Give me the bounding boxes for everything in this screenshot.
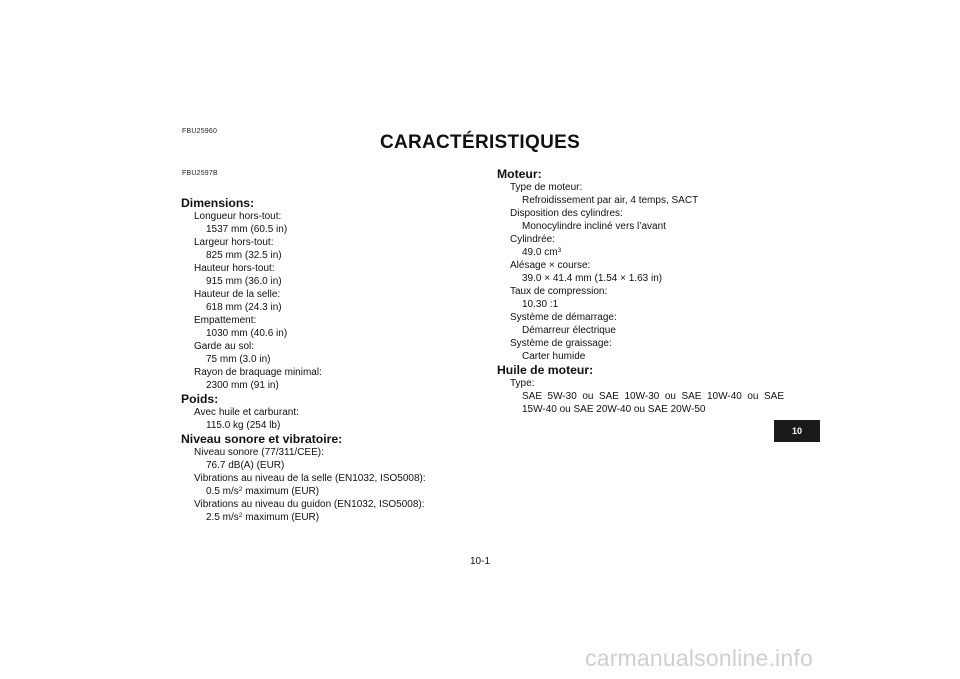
spec-value: 10.30 :1 xyxy=(522,299,559,310)
spec-label: Alésage × course: xyxy=(510,260,591,271)
weight-heading: Poids: xyxy=(181,392,219,406)
spec-label: Type de moteur: xyxy=(510,182,583,193)
spec-value-suffix: maximum (EUR) xyxy=(242,512,320,523)
spec-item xyxy=(181,498,471,524)
spec-item xyxy=(181,262,471,288)
spec-label: Avec huile et carburant: xyxy=(194,407,299,418)
spec-label: Système de démarrage: xyxy=(510,312,617,323)
spec-value: Monocylindre incliné vers l’avant xyxy=(522,221,666,232)
spec-value-suffix: maximum (EUR) xyxy=(242,486,320,497)
spec-value: 75 mm (3.0 in) xyxy=(206,354,271,365)
spec-item xyxy=(497,207,797,233)
dimensions-heading: Dimensions: xyxy=(181,196,255,210)
spec-label: Vibrations au niveau de la selle (EN1032, ISO5008): xyxy=(194,473,426,484)
spec-item xyxy=(181,340,471,366)
spec-label: Niveau sonore (77/311/CEE): xyxy=(194,447,324,458)
spec-label: Empattement: xyxy=(194,315,257,326)
spec-value xyxy=(510,246,797,259)
spec-label: Disposition des cylindres: xyxy=(510,208,623,219)
spec-label: Vibrations au niveau du guidon (EN1032, ISO5008): xyxy=(194,499,425,510)
noise-vibration-heading: Niveau sonore et vibratoire: xyxy=(181,432,343,446)
watermark: carmanualsonline.info xyxy=(585,645,813,671)
spec-label: Hauteur de la selle: xyxy=(194,289,281,300)
engine-oil-heading: Huile de moteur: xyxy=(497,363,594,377)
right-column xyxy=(497,167,797,416)
page-number: 10-1 xyxy=(469,556,490,567)
spec-value-exponent: 2 xyxy=(238,486,243,493)
spec-value: 39.0 × 41.4 mm (1.54 × 1.63 in) xyxy=(522,273,663,284)
reference-code-top: FBU25960 xyxy=(182,128,218,135)
spec-item xyxy=(497,311,797,337)
spec-item xyxy=(181,210,471,236)
spec-value-main: 0.5 m/s xyxy=(206,486,239,497)
reference-code-left: FBU2597B xyxy=(182,170,218,177)
spec-item xyxy=(497,181,797,207)
spec-value: Carter humide xyxy=(522,351,586,362)
spec-label: Garde au sol: xyxy=(194,341,255,352)
spec-item xyxy=(181,236,471,262)
page-title: CARACTÉRISTIQUES xyxy=(379,132,581,153)
spec-value-exponent: 2 xyxy=(238,512,243,519)
spec-label: Largeur hors-tout: xyxy=(194,237,274,248)
spec-value xyxy=(194,511,471,524)
spec-value-exponent: 3 xyxy=(557,247,562,254)
spec-item xyxy=(497,233,797,259)
spec-value: 1030 mm (40.6 in) xyxy=(206,328,288,339)
spec-value: 76.7 dB(A) (EUR) xyxy=(206,460,285,471)
spec-value xyxy=(194,485,471,498)
spec-label: Taux de compression: xyxy=(510,286,608,297)
spec-item xyxy=(181,366,471,392)
spec-item xyxy=(181,314,471,340)
spec-item xyxy=(497,337,797,363)
spec-item xyxy=(497,285,797,311)
spec-label: Système de graissage: xyxy=(510,338,612,349)
spec-item xyxy=(497,377,797,416)
spec-value: 825 mm (32.5 in) xyxy=(206,250,282,261)
spec-value: 618 mm (24.3 in) xyxy=(206,302,282,313)
spec-value: SAE 5W-30 ou SAE 10W-30 ou SAE 10W-40 ou SAE 15W-40 ou SAE 20W-40 ou SAE 20W-50 xyxy=(522,391,784,415)
spec-label: Hauteur hors-tout: xyxy=(194,263,275,274)
spec-value: Refroidissement par air, 4 temps, SACT xyxy=(522,195,699,206)
spec-value: 1537 mm (60.5 in) xyxy=(206,224,288,235)
engine-heading: Moteur: xyxy=(497,167,542,181)
spec-item xyxy=(181,406,471,432)
spec-item xyxy=(497,259,797,285)
spec-label: Rayon de braquage minimal: xyxy=(194,367,322,378)
spec-value-main: 2.5 m/s xyxy=(206,512,239,523)
spec-value: 2300 mm (91 in) xyxy=(206,380,279,391)
spec-value: 915 mm (36.0 in) xyxy=(206,276,282,287)
left-column xyxy=(181,196,471,524)
spec-item xyxy=(181,472,471,498)
spec-item xyxy=(181,446,471,472)
chapter-tab: 10 xyxy=(774,420,820,442)
spec-value-main: 49.0 cm xyxy=(522,247,558,258)
spec-item xyxy=(181,288,471,314)
spec-value: Démarreur électrique xyxy=(522,325,616,336)
spec-label: Cylindrée: xyxy=(510,234,556,245)
spec-label: Longueur hors-tout: xyxy=(194,211,282,222)
spec-label: Type: xyxy=(510,378,535,389)
spec-value: 115.0 kg (254 lb) xyxy=(206,420,281,431)
